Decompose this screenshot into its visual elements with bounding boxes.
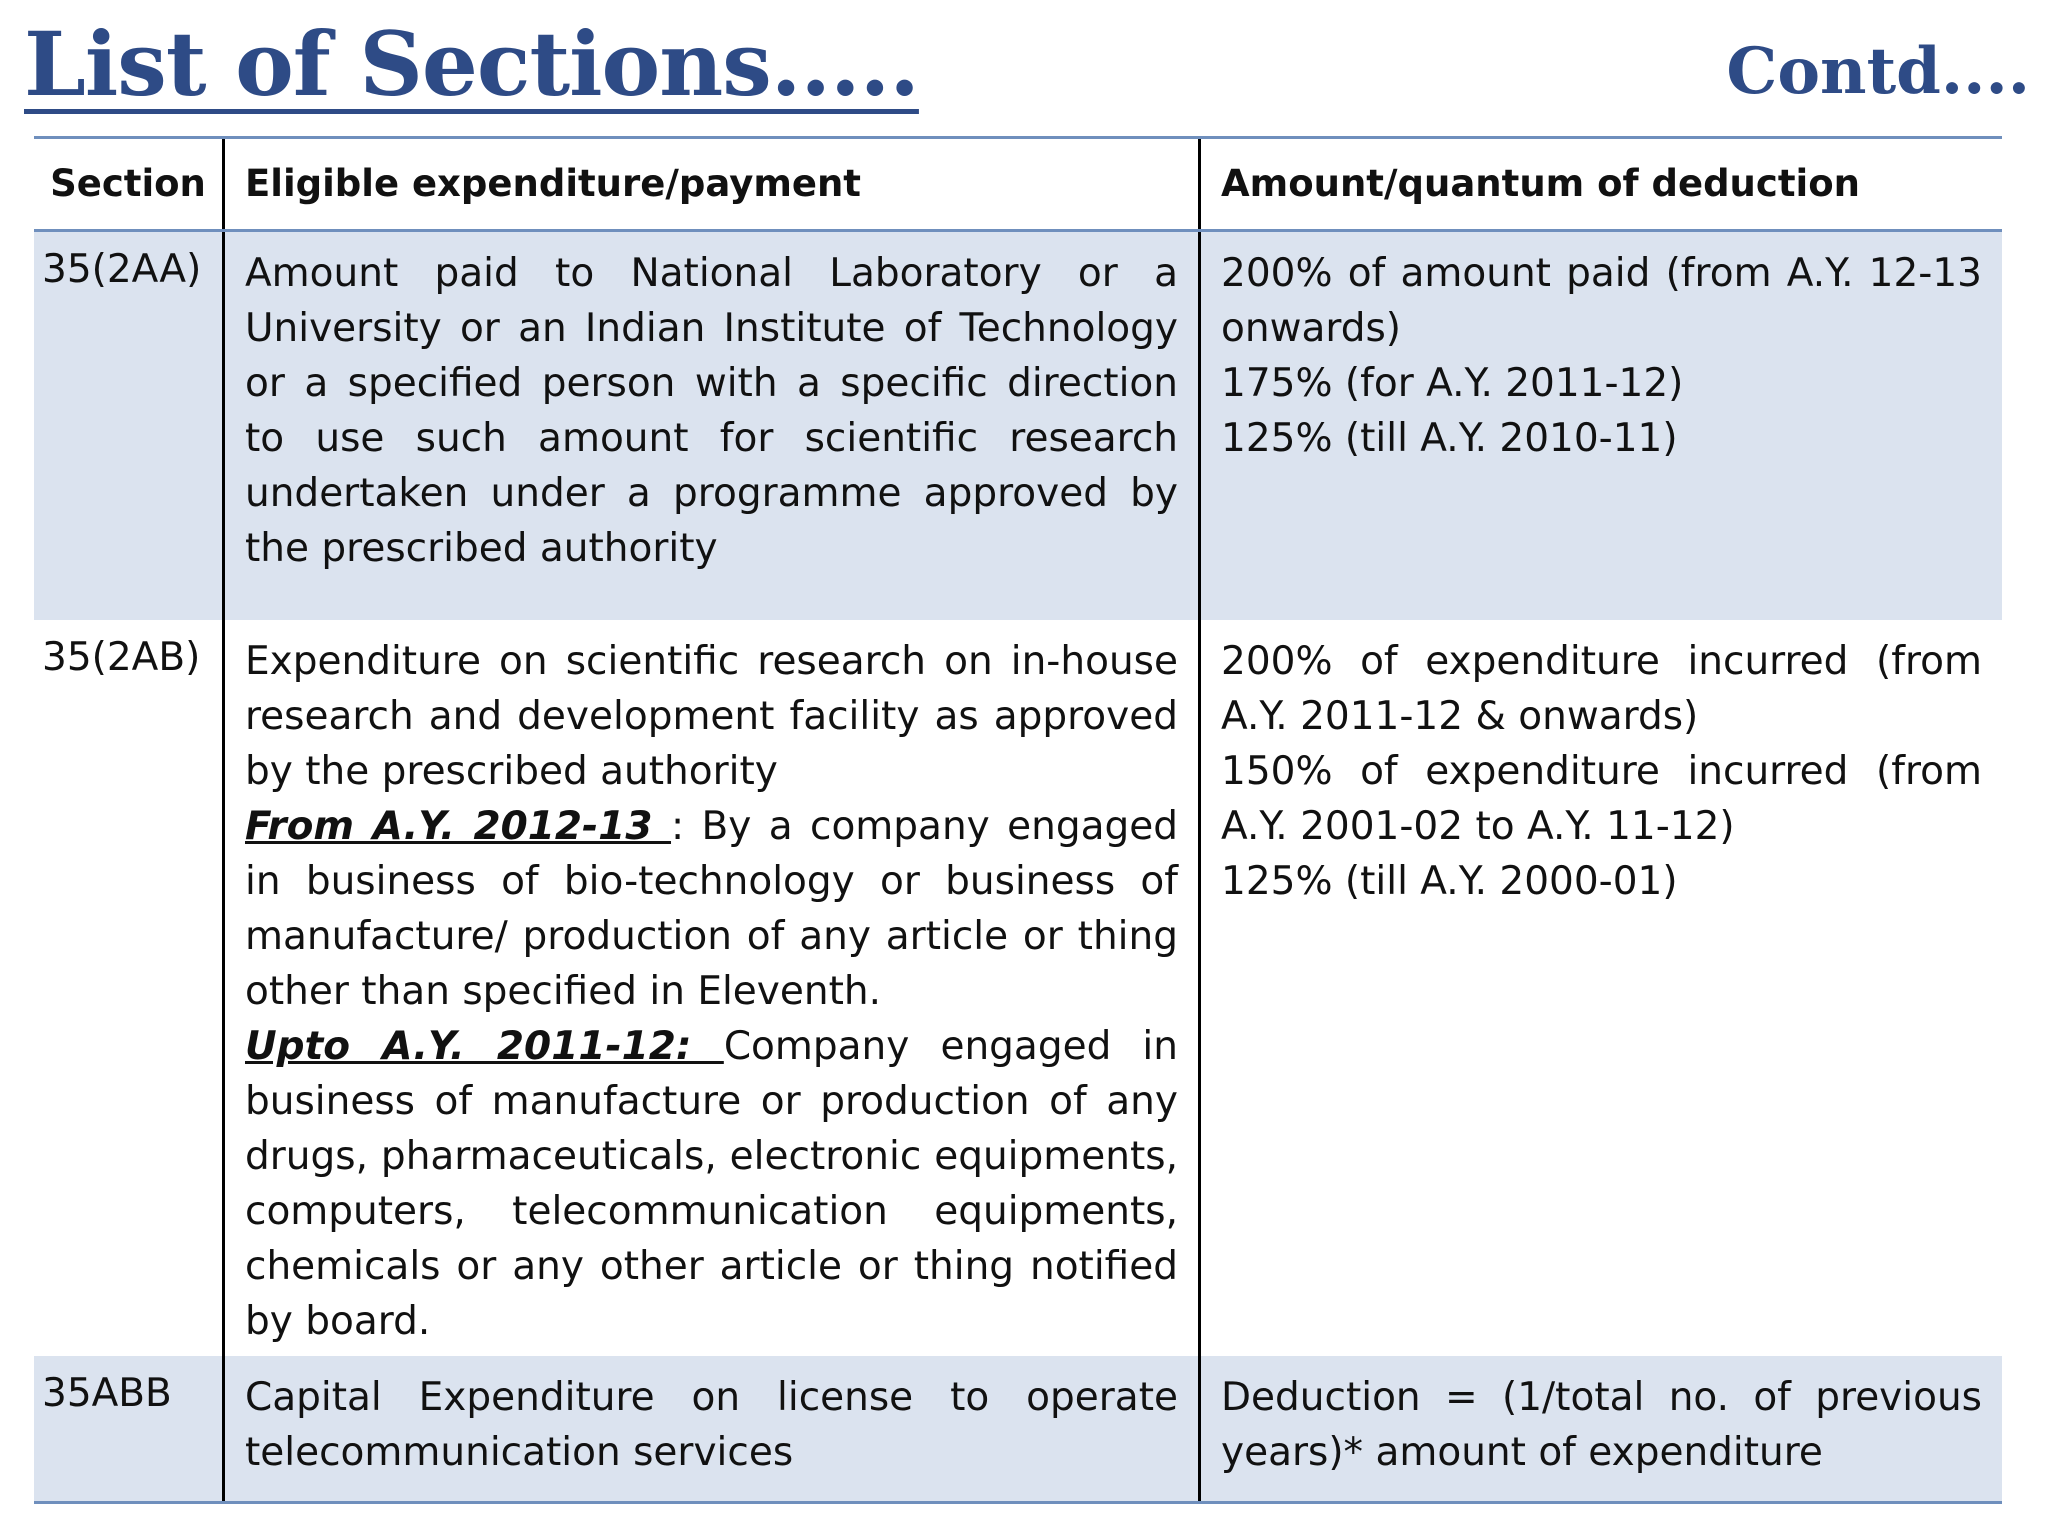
clause-text-from: : By a company engaged in business of bio-technology or business of manufacture/ production of any article or thing other than specified in Eleventh. — [245, 804, 1178, 1014]
clause-label-from: From A.Y. 2012-13 — [245, 804, 672, 849]
eligible-text: Expenditure on scientific research on in-house research and development facility as approved by the prescribed authority — [245, 639, 1178, 794]
eligible-text: Amount paid to National Laboratory or a University or an Indian Institute of Technology or a specified person with a specific direction to use such amount for scientific research undertaken under a programme approved by the prescribed authority — [245, 251, 1178, 571]
amount-line: Deduction = (1/total no. of previous years)* amount of expenditure — [1221, 1375, 1982, 1475]
clause-text-upto: Company engaged in business of manufacture or production of any drugs, pharmaceuticals, electronic equipments, computers, telecommunication equipments, chemicals or any other article or thing notified by board. — [245, 1024, 1178, 1344]
amount-line: 200% of amount paid (from A.Y. 12-13 onwards) — [1221, 251, 1982, 351]
eligible-cell — [222, 1356, 1201, 1501]
amount-line: 200% of expenditure incurred (from A.Y. 2011-12 & onwards) — [1221, 639, 1982, 739]
eligible-text: Capital Expenditure on license to operate telecommunication services — [245, 1375, 1178, 1475]
eligible-cell — [222, 620, 1201, 1356]
column-header-amount: Amount/quantum of deduction — [1221, 162, 1860, 205]
continued-label: Contd.... — [1726, 34, 2030, 109]
amount-cell — [1201, 620, 2002, 1356]
column-header-eligible: Eligible expenditure/payment — [222, 139, 1201, 229]
table-row — [34, 620, 2002, 1356]
eligible-clause-from — [245, 799, 1178, 1019]
table-row — [34, 1356, 2002, 1501]
table-row — [34, 232, 2002, 620]
amount-cell — [1201, 232, 2002, 620]
clause-label-upto: Upto A.Y. 2011-12: — [245, 1024, 724, 1069]
section-cell: 35ABB — [42, 1371, 172, 1416]
section-cell: 35(2AB) — [42, 635, 201, 680]
amount-line: 125% (till A.Y. 2010-11) — [1221, 416, 1678, 461]
column-header-section: Section — [50, 162, 206, 205]
amount-line: 175% (for A.Y. 2011-12) — [1221, 361, 1684, 406]
page-title: List of Sections..... — [24, 12, 919, 116]
section-cell: 35(2AA) — [42, 247, 202, 292]
amount-line: 150% of expenditure incurred (from A.Y. 2001-02 to A.Y. 11-12) — [1221, 749, 1982, 849]
eligible-clause-upto — [245, 1019, 1178, 1349]
table-header-row — [34, 139, 2002, 232]
amount-cell — [1201, 1356, 2002, 1501]
sections-table — [34, 136, 2002, 1504]
eligible-cell — [222, 232, 1201, 620]
amount-line: 125% (till A.Y. 2000-01) — [1221, 859, 1678, 904]
